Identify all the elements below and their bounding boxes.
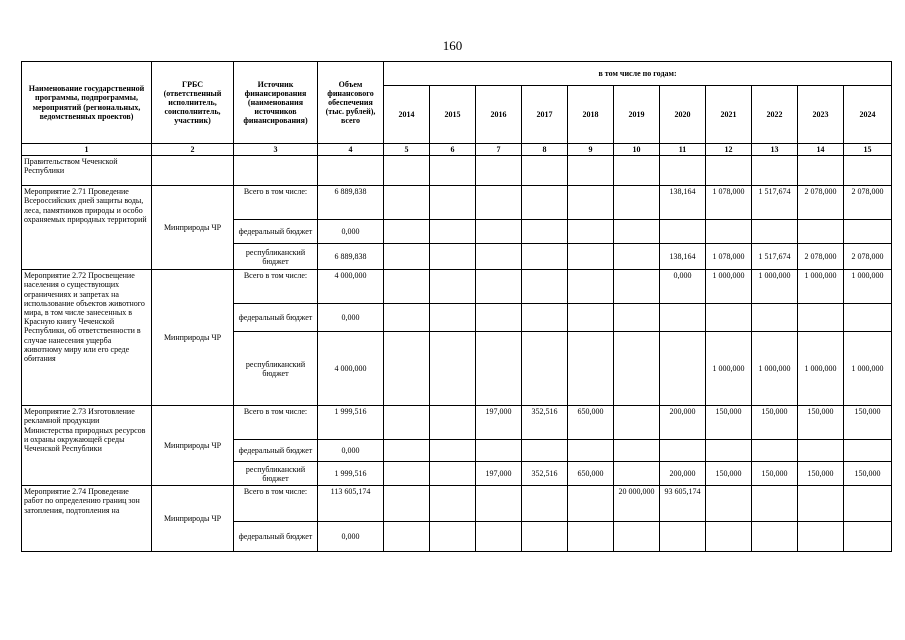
header-volume: Объем финансового обеспечения (тыс. рублей), всего [318, 62, 384, 144]
column-number: 9 [568, 144, 614, 156]
year-value-cell: 1 517,674 [752, 244, 798, 270]
grbs-cell: Минприроды ЧР [152, 270, 234, 406]
year-value-cell [522, 220, 568, 244]
year-value-cell [384, 486, 430, 522]
column-number: 4 [318, 144, 384, 156]
header-grbs: ГРБС (ответственный исполнитель, соисполнитель, участник) [152, 62, 234, 144]
year-value-cell [660, 522, 706, 552]
measure-name: Мероприятие 2.73 Изготовление рекламной продукции Министерства природных ресурсов и охраны окружающей среды Чеченской Республики [22, 406, 152, 486]
grbs-cell: Минприроды ЧР [152, 186, 234, 270]
year-value-cell [522, 270, 568, 304]
volume-cell: 0,000 [318, 304, 384, 332]
year-value-cell [614, 220, 660, 244]
year-value-cell: 1 000,000 [706, 332, 752, 406]
year-value-cell [568, 186, 614, 220]
source-cell: республиканский бюджет [234, 332, 318, 406]
source-cell: Всего в том числе: [234, 406, 318, 440]
year-value-cell: 150,000 [706, 462, 752, 486]
year-value-cell: 150,000 [706, 406, 752, 440]
volume-cell: 1 999,516 [318, 406, 384, 440]
year-value-cell [844, 220, 892, 244]
year-value-cell [614, 304, 660, 332]
year-value-cell: 1 078,000 [706, 186, 752, 220]
year-value-cell [844, 486, 892, 522]
year-value-cell [568, 220, 614, 244]
empty-cell [318, 156, 384, 186]
year-value-cell [844, 440, 892, 462]
source-cell: Всего в том числе: [234, 486, 318, 522]
year-value-cell [476, 244, 522, 270]
year-value-cell [568, 244, 614, 270]
empty-cell [706, 156, 752, 186]
year-value-cell: 93 605,174 [660, 486, 706, 522]
year-value-cell [752, 522, 798, 552]
column-number: 13 [752, 144, 798, 156]
source-cell: федеральный бюджет [234, 304, 318, 332]
year-value-cell: 150,000 [752, 406, 798, 440]
column-number: 10 [614, 144, 660, 156]
column-number: 14 [798, 144, 844, 156]
measure-name: Мероприятие 2.72 Просвещение населения о существующих ограничениях и запретах на использование объектов животного мира, в том числе занесенных в Красную книгу Чеченской Республики, об ответственности в случае нанесения ущерба животному миру или его среде обитания [22, 270, 152, 406]
year-value-cell [476, 486, 522, 522]
column-number: 15 [844, 144, 892, 156]
year-value-cell [706, 304, 752, 332]
year-value-cell [430, 406, 476, 440]
year-value-cell [384, 304, 430, 332]
header-year: 2023 [798, 86, 844, 144]
page-number: 160 [442, 38, 463, 53]
measure-name: Мероприятие 2.71 Проведение Всероссийских дней защиты воды, леса, памятников природы и особо охраняемых природных территорий [22, 186, 152, 270]
year-value-cell: 150,000 [798, 406, 844, 440]
year-value-cell: 200,000 [660, 462, 706, 486]
empty-cell [476, 156, 522, 186]
year-value-cell [798, 486, 844, 522]
year-value-cell [384, 332, 430, 406]
year-value-cell [430, 220, 476, 244]
year-value-cell [568, 270, 614, 304]
column-number: 12 [706, 144, 752, 156]
year-value-cell [568, 304, 614, 332]
measure-name: Мероприятие 2.74 Проведение работ по определению границ зон затопления, подтопления на [22, 486, 152, 552]
empty-cell [234, 156, 318, 186]
empty-cell [660, 156, 706, 186]
volume-cell: 4 000,000 [318, 270, 384, 304]
empty-cell [844, 156, 892, 186]
header-year: 2015 [430, 86, 476, 144]
year-value-cell [568, 486, 614, 522]
year-value-cell: 2 078,000 [798, 244, 844, 270]
source-cell: Всего в том числе: [234, 186, 318, 220]
year-value-cell [614, 522, 660, 552]
table-row [22, 270, 892, 304]
year-value-cell [522, 440, 568, 462]
year-value-cell [430, 522, 476, 552]
year-value-cell [522, 304, 568, 332]
header-year: 2017 [522, 86, 568, 144]
year-value-cell: 352,516 [522, 462, 568, 486]
year-value-cell: 20 000,000 [614, 486, 660, 522]
header-year: 2024 [844, 86, 892, 144]
year-value-cell: 138,164 [660, 244, 706, 270]
year-value-cell [476, 304, 522, 332]
header-year: 2019 [614, 86, 660, 144]
year-value-cell [798, 220, 844, 244]
year-value-cell [522, 186, 568, 220]
table-row [22, 156, 892, 186]
year-value-cell [614, 462, 660, 486]
year-value-cell [752, 220, 798, 244]
year-value-cell [660, 220, 706, 244]
column-number: 3 [234, 144, 318, 156]
year-value-cell: 1 078,000 [706, 244, 752, 270]
year-value-cell: 150,000 [844, 406, 892, 440]
header-name: Наименование государственной программы, подпрограммы, мероприятий (региональных, ведомственных проектов) [22, 62, 152, 144]
year-value-cell: 650,000 [568, 462, 614, 486]
year-value-cell: 1 517,674 [752, 186, 798, 220]
empty-cell [614, 156, 660, 186]
year-value-cell [430, 440, 476, 462]
year-value-cell [798, 304, 844, 332]
year-value-cell [614, 270, 660, 304]
empty-cell [430, 156, 476, 186]
source-cell: федеральный бюджет [234, 440, 318, 462]
year-value-cell: 1 000,000 [798, 332, 844, 406]
source-cell: республиканский бюджет [234, 244, 318, 270]
volume-cell: 1 999,516 [318, 462, 384, 486]
empty-cell [752, 156, 798, 186]
year-value-cell: 150,000 [844, 462, 892, 486]
year-value-cell: 1 000,000 [706, 270, 752, 304]
table-row [22, 486, 892, 522]
year-value-cell [844, 522, 892, 552]
year-value-cell [752, 440, 798, 462]
year-value-cell [384, 186, 430, 220]
empty-cell [152, 156, 234, 186]
year-value-cell [522, 332, 568, 406]
year-value-cell [384, 440, 430, 462]
column-number: 2 [152, 144, 234, 156]
year-value-cell: 1 000,000 [844, 332, 892, 406]
year-value-cell [384, 220, 430, 244]
header-year: 2018 [568, 86, 614, 144]
year-value-cell [384, 406, 430, 440]
year-value-cell [384, 270, 430, 304]
column-number: 11 [660, 144, 706, 156]
empty-cell [798, 156, 844, 186]
year-value-cell: 1 000,000 [844, 270, 892, 304]
year-value-cell: 138,164 [660, 186, 706, 220]
year-value-cell: 1 000,000 [798, 270, 844, 304]
source-cell: Всего в том числе: [234, 270, 318, 304]
header-year: 2014 [384, 86, 430, 144]
empty-cell [384, 156, 430, 186]
year-value-cell [614, 406, 660, 440]
year-value-cell [430, 186, 476, 220]
year-value-cell: 150,000 [798, 462, 844, 486]
volume-cell: 0,000 [318, 220, 384, 244]
empty-cell [568, 156, 614, 186]
column-number: 5 [384, 144, 430, 156]
year-value-cell [384, 522, 430, 552]
year-value-cell: 200,000 [660, 406, 706, 440]
year-value-cell: 2 078,000 [844, 244, 892, 270]
source-cell: федеральный бюджет [234, 522, 318, 552]
year-value-cell [798, 440, 844, 462]
year-value-cell: 197,000 [476, 462, 522, 486]
year-value-cell [614, 332, 660, 406]
grbs-cell: Минприроды ЧР [152, 406, 234, 486]
table-row [22, 186, 892, 220]
volume-cell: 113 605,174 [318, 486, 384, 522]
year-value-cell [476, 186, 522, 220]
header-year: 2020 [660, 86, 706, 144]
year-value-cell: 352,516 [522, 406, 568, 440]
source-cell: республиканский бюджет [234, 462, 318, 486]
year-value-cell [476, 220, 522, 244]
year-value-cell: 197,000 [476, 406, 522, 440]
year-value-cell: 2 078,000 [798, 186, 844, 220]
year-value-cell [430, 332, 476, 406]
year-value-cell [660, 304, 706, 332]
volume-cell: 4 000,000 [318, 332, 384, 406]
year-value-cell: 1 000,000 [752, 332, 798, 406]
source-cell: федеральный бюджет [234, 220, 318, 244]
grbs-cell: Минприроды ЧР [152, 486, 234, 552]
column-number: 6 [430, 144, 476, 156]
column-number: 7 [476, 144, 522, 156]
year-value-cell [476, 522, 522, 552]
table-row [22, 406, 892, 440]
header-year: 2016 [476, 86, 522, 144]
year-value-cell [752, 304, 798, 332]
volume-cell: 6 889,838 [318, 244, 384, 270]
year-value-cell [614, 440, 660, 462]
volume-cell: 0,000 [318, 440, 384, 462]
year-value-cell [522, 522, 568, 552]
year-value-cell [706, 440, 752, 462]
year-value-cell [522, 486, 568, 522]
year-value-cell [476, 440, 522, 462]
header-year: 2022 [752, 86, 798, 144]
volume-cell: 0,000 [318, 522, 384, 552]
year-value-cell [614, 186, 660, 220]
year-value-cell [430, 270, 476, 304]
volume-cell: 6 889,838 [318, 186, 384, 220]
year-value-cell [384, 462, 430, 486]
year-value-cell: 1 000,000 [752, 270, 798, 304]
column-number: 8 [522, 144, 568, 156]
year-value-cell [430, 486, 476, 522]
year-value-cell [568, 522, 614, 552]
header-years-group: в том числе по годам: [384, 62, 892, 86]
year-value-cell [844, 304, 892, 332]
header-year: 2021 [706, 86, 752, 144]
year-value-cell [706, 220, 752, 244]
year-value-cell [798, 522, 844, 552]
year-value-cell [384, 244, 430, 270]
year-value-cell [706, 522, 752, 552]
year-value-cell [568, 332, 614, 406]
column-number: 1 [22, 144, 152, 156]
year-value-cell [522, 244, 568, 270]
year-value-cell [430, 304, 476, 332]
year-value-cell [660, 332, 706, 406]
year-value-cell [614, 244, 660, 270]
year-value-cell [752, 486, 798, 522]
year-value-cell: 150,000 [752, 462, 798, 486]
year-value-cell: 2 078,000 [844, 186, 892, 220]
header-source: Источник финансирования (наименования источников финансирования) [234, 62, 318, 144]
year-value-cell: 650,000 [568, 406, 614, 440]
year-value-cell [660, 440, 706, 462]
year-value-cell [568, 440, 614, 462]
year-value-cell [476, 332, 522, 406]
empty-cell [522, 156, 568, 186]
year-value-cell [430, 244, 476, 270]
row-name: Правительством Чеченской Республики [22, 156, 152, 186]
year-value-cell [430, 462, 476, 486]
year-value-cell: 0,000 [660, 270, 706, 304]
financing-table [21, 61, 892, 552]
year-value-cell [476, 270, 522, 304]
year-value-cell [706, 486, 752, 522]
